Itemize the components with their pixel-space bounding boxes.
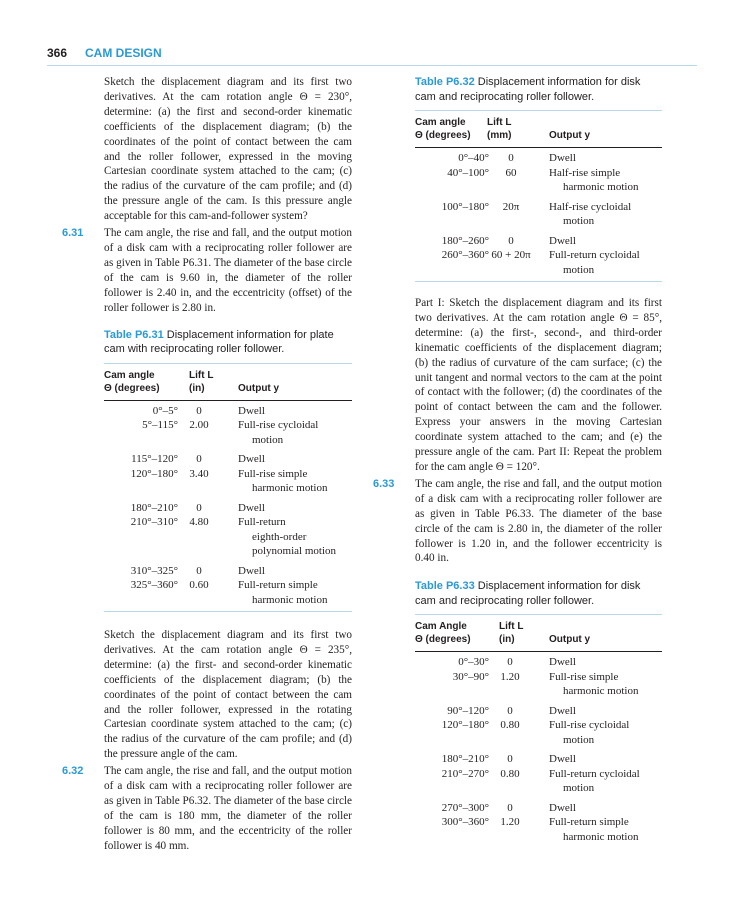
table-row — [415, 752, 662, 767]
cell-lift: 0 — [507, 801, 513, 814]
table-caption — [415, 75, 662, 104]
table-caption — [415, 579, 662, 608]
table-caption-text: Displacement information for disk cam and reciprocating roller follower. — [415, 76, 641, 103]
running-head: CAM DESIGN — [85, 46, 162, 60]
cell-lift: 0 — [196, 564, 202, 577]
cell-cam-angle: 210°–310° — [130, 516, 178, 528]
table-p6-32 — [415, 75, 662, 282]
cell-lift: 0 — [196, 404, 202, 417]
output-line: Dwell — [238, 453, 265, 465]
cell-lift: 0 — [507, 656, 513, 669]
output-line-continued: motion — [563, 215, 595, 227]
cell-cam-angle: 120°–180° — [441, 719, 489, 732]
col-header-lift: Lift L — [189, 369, 214, 381]
output-line: Dwell — [238, 564, 265, 577]
problem-6-31 — [62, 226, 352, 315]
table-header — [415, 111, 662, 148]
col-header-cam-angle-unit: Θ (degrees) — [104, 382, 160, 394]
table-p6-33 — [415, 579, 662, 848]
cell-lift: 0 — [507, 753, 513, 766]
output-line: Full-rise cycloidal — [549, 719, 630, 732]
col-header-output: Output y — [549, 634, 591, 646]
cell-cam-angle: 0°–5° — [152, 404, 178, 417]
output-line-continued: harmonic motion — [563, 685, 639, 698]
table-row — [415, 234, 662, 249]
table-row — [104, 418, 352, 447]
table-row — [415, 151, 662, 166]
col-header-cam-angle: Cam angle — [415, 117, 466, 128]
col-header-lift: Lift L — [499, 621, 524, 633]
table-body — [415, 614, 662, 848]
table-row — [415, 655, 662, 670]
table-row — [415, 801, 662, 816]
paragraph-after-6-31: Sketch the displacement diagram and its first two derivatives. At the cam rotation angle Θ = 235°, determine: (a) the first- and second-order kinematic coefficients of the displacement diagram; (b) the coordinates of the point of contact between the cam and the roller follower, expressed in the rotating Cartesian coordinate system attached to the cam; (c) the radius of the curvature of the cam profile; and (d) the pressure angle of the cam. — [104, 629, 352, 761]
cell-output — [549, 248, 662, 277]
problem-text: The cam angle, the rise and fall, and the output motion of a disk cam with a reciprocating roller follower are as given in Table P6.31. The diameter of the base circle of the cam is 9.60 in, the diameter of the roller follower is 2.40 in, and the eccentricity (offset) of the roller follower is 2.80 in. — [104, 227, 352, 314]
output-line-continued: motion — [563, 733, 595, 746]
cell-lift: 0.80 — [500, 719, 520, 732]
table-row — [104, 578, 352, 607]
problem-text: The cam angle, the rise and fall, and the output motion of a disk cam with a reciprocating roller follower are as given in Table P6.32. The diameter of the base circle of the cam is 180 mm, the diameter of the roller follower is 80 mm, and the eccentricity of the roller follower is 40 mm. — [104, 765, 352, 852]
cell-output — [549, 166, 662, 195]
cell-cam-angle: 300°–360° — [441, 816, 489, 829]
cell-cam-angle: 260°–360° — [441, 249, 489, 261]
output-line: Half-rise simple — [549, 166, 621, 179]
cell-lift: 0 — [508, 234, 514, 247]
output-line-continued: harmonic motion — [252, 482, 328, 494]
page-header — [47, 43, 697, 66]
problem-number: 6.32 — [62, 765, 84, 778]
output-line-continued: motion — [252, 433, 284, 446]
col-header-lift: Lift L — [487, 117, 512, 128]
cell-output — [549, 815, 662, 844]
cell-cam-angle: 120°–180° — [130, 467, 178, 480]
output-line: Dwell — [549, 753, 576, 766]
cell-lift: 0 — [507, 704, 513, 717]
cell-output — [238, 452, 352, 467]
output-line: Half-rise cycloidal — [549, 200, 632, 213]
col-header-output: Output y — [238, 382, 280, 394]
cell-lift: 0 — [196, 453, 202, 465]
table-row — [104, 501, 352, 516]
cell-cam-angle: 5°–115° — [142, 419, 178, 431]
output-line: Dwell — [238, 501, 265, 514]
output-line: Full-return — [238, 516, 286, 528]
cell-output — [549, 234, 662, 249]
right-column — [373, 75, 662, 848]
cell-output — [238, 564, 352, 579]
cell-lift: 0 — [508, 152, 514, 164]
output-line: Full-return simple — [238, 579, 318, 591]
left-column — [62, 75, 352, 854]
col-header-cam-angle: Cam Angle — [415, 621, 467, 633]
cell-cam-angle: 210°–270° — [441, 767, 489, 780]
cell-output — [238, 501, 352, 516]
cell-cam-angle: 0°–30° — [458, 656, 489, 669]
cell-cam-angle: 40°–100° — [447, 166, 489, 179]
cell-cam-angle: 180°–260° — [441, 234, 489, 247]
cell-lift: 60 + 20π — [491, 249, 531, 261]
output-line-continued: motion — [563, 782, 595, 795]
col-header-output: Output y — [549, 130, 591, 141]
table-row — [104, 404, 352, 419]
table-row — [415, 815, 662, 844]
table-row — [415, 718, 662, 747]
cell-lift: 2.00 — [189, 419, 209, 431]
output-line-continued: motion — [563, 263, 595, 276]
cell-output — [549, 670, 662, 699]
cell-output — [549, 718, 662, 747]
cell-output — [238, 467, 352, 496]
cell-lift: 0.60 — [189, 579, 209, 591]
col-header-cam-angle: Cam angle — [104, 369, 155, 381]
cell-cam-angle: 0°–40° — [458, 152, 489, 164]
intro-paragraph: Sketch the displacement diagram and its first two derivatives. At the cam rotation angle Θ = 230°, determine: (a) the first and second-order kinematic coefficients of the displacement diagram; (b) the coordinates of the point of contact between the cam and the roller follower, expressed in the moving Cartesian coordinate system attached to the cam; (c) the radius of the curvature of the cam profile; and (d) the pressure angle of the cam. Is this pressure angle acceptable for this cam-and-follower system? — [104, 76, 352, 223]
cell-lift: 1.20 — [500, 670, 520, 683]
table-row — [415, 200, 662, 229]
table-rows — [415, 148, 662, 277]
table-row — [415, 670, 662, 699]
table-row — [104, 467, 352, 496]
table-row — [415, 166, 662, 195]
cell-lift: 60 — [505, 166, 517, 179]
table-header — [415, 615, 662, 652]
output-line: Full-return cycloidal — [549, 767, 640, 780]
cell-lift: 3.40 — [189, 467, 209, 480]
table-row — [104, 515, 352, 559]
cell-output — [238, 578, 352, 607]
table-row — [415, 248, 662, 277]
cell-cam-angle: 180°–210° — [441, 753, 489, 766]
cell-output — [549, 767, 662, 796]
part-paragraph: Part I: Sketch the displacement diagram and its first two derivatives. At the cam rotation angle Θ = 85°, determine: (a) the first-, second-, and third-order kinematic coefficients of the displacement diagram; (b) the radius of curvature of the cam surface; (c) the unit tangent and normal vectors to the cam at the point of contact with the follower; (d) the coordinates of the point of contact between the cam and the follower. Express your answers in the moving Cartesian coordinate system attached to the cam; and (e) the pressure angle of the cam. Part II: Repeat the problem for the cam angle Θ = 120°. — [415, 297, 662, 473]
output-line-continued: harmonic motion — [563, 181, 639, 193]
cell-lift: 0.80 — [500, 767, 520, 780]
table-label: Table P6.33 — [415, 580, 475, 593]
table-body — [104, 363, 352, 613]
problem-number: 6.31 — [62, 227, 84, 240]
cell-output — [549, 200, 662, 229]
table-caption — [104, 328, 352, 357]
output-line: Dwell — [549, 656, 576, 669]
table-p6-31 — [104, 328, 352, 613]
table-row — [104, 452, 352, 467]
cell-cam-angle: 310°–325° — [130, 564, 178, 577]
table-header — [104, 364, 352, 401]
cell-cam-angle: 270°–300° — [441, 801, 489, 814]
output-line: Full-return cycloidal — [549, 249, 640, 261]
cell-cam-angle: 90°–120° — [447, 704, 489, 717]
cell-lift: 4.80 — [189, 516, 209, 528]
table-row — [415, 767, 662, 796]
output-line: Full-rise simple — [238, 467, 308, 480]
cell-cam-angle: 100°–180° — [441, 200, 489, 213]
problem-text: The cam angle, the rise and fall, and the output motion of a disk cam with a reciprocating roller follower are as given in Table P6.33. The diameter of the base circle of the cam is 2.80 in, the diameter of the roller follower is 1.20 in, and the follower eccentricity is 0.40 in. — [415, 477, 662, 565]
cell-output — [549, 752, 662, 767]
problem-6-32 — [62, 764, 352, 853]
cell-output — [238, 515, 352, 559]
cell-lift: 0 — [196, 501, 202, 514]
output-line: Full-rise cycloidal — [238, 419, 319, 431]
output-line: Dwell — [549, 152, 576, 164]
table-rows — [415, 652, 662, 844]
problem-number: 6.33 — [373, 477, 395, 490]
col-header-lift-unit: (in) — [189, 382, 205, 394]
col-header-cam-angle-unit: Θ (degrees) — [415, 130, 471, 141]
table-row — [415, 704, 662, 719]
table-caption-text: Displacement information for plate cam with reciprocating roller follower. — [104, 328, 334, 355]
cell-output — [549, 704, 662, 719]
output-line: Full-return simple — [549, 816, 629, 829]
cell-output — [549, 801, 662, 816]
page-number: 366 — [47, 46, 68, 60]
output-line-continued: harmonic motion — [252, 593, 328, 606]
output-line-continued: harmonic motion — [563, 830, 639, 843]
output-line: Dwell — [549, 801, 576, 814]
table-body — [415, 110, 662, 282]
table-label: Table P6.32 — [415, 76, 475, 88]
problem-6-33 — [373, 477, 662, 566]
table-row — [104, 564, 352, 579]
cell-lift: 20π — [502, 200, 520, 213]
cell-lift: 1.20 — [500, 816, 520, 829]
cell-cam-angle: 30°–90° — [452, 670, 489, 683]
table-rows — [104, 401, 352, 608]
cell-output — [238, 418, 352, 447]
cell-cam-angle: 115°–120° — [131, 453, 178, 465]
cell-cam-angle: 325°–360° — [130, 579, 178, 591]
output-line: Dwell — [549, 704, 576, 717]
col-header-lift-unit: (in) — [499, 634, 515, 646]
output-line-continued: eighth-order — [252, 530, 307, 543]
table-caption-text: Displacement information for disk cam and reciprocating roller follower. — [415, 580, 641, 607]
output-line: Dwell — [238, 404, 265, 417]
cell-output — [549, 655, 662, 670]
cell-cam-angle: 180°–210° — [130, 501, 178, 514]
cell-output — [238, 404, 352, 419]
col-header-cam-angle-unit: Θ (degrees) — [415, 634, 471, 646]
col-header-lift-unit: (mm) — [487, 130, 512, 141]
output-line-continued: polynomial motion — [252, 545, 337, 557]
output-line: Dwell — [549, 234, 576, 247]
table-label: Table P6.31 — [104, 328, 164, 341]
output-line: Full-rise simple — [549, 670, 619, 683]
cell-output — [549, 151, 662, 166]
